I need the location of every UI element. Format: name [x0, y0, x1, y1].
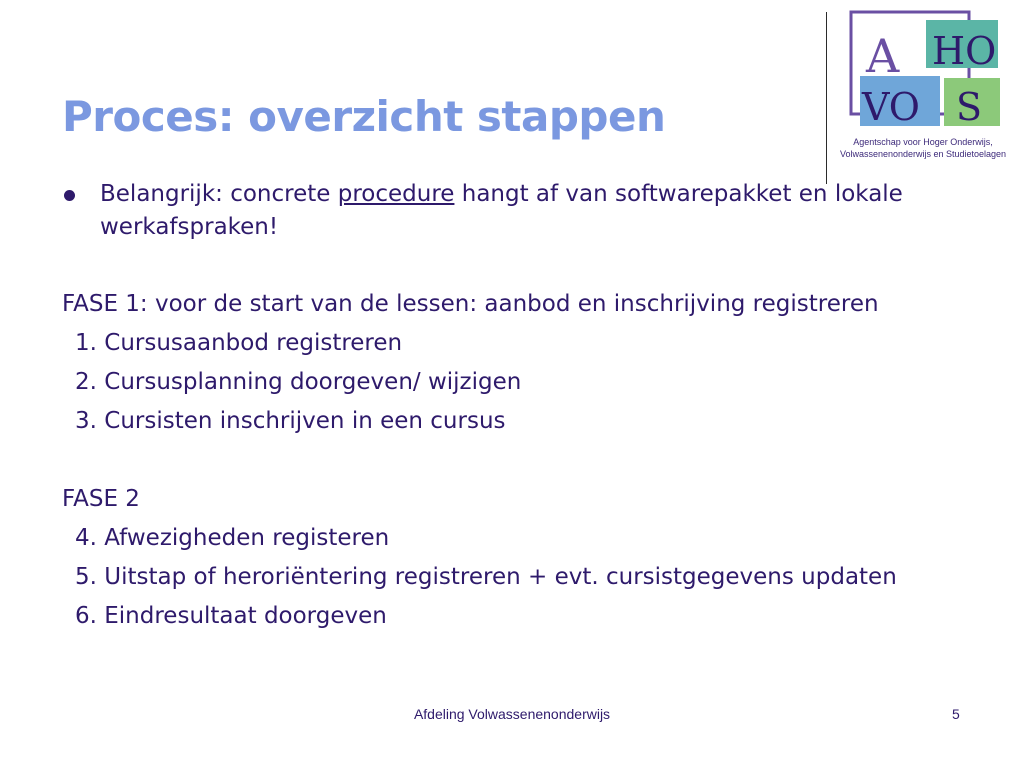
phase1-step-1: 1. Cursusaanbod registreren	[75, 330, 403, 356]
footer-department: Afdeling Volwassenenonderwijs	[413, 706, 611, 722]
phase1-heading: FASE 1: voor de start van de lessen: aanbod en inschrijving registreren	[62, 291, 879, 317]
footer-page-number: 5	[952, 706, 960, 722]
slide-body	[62, 178, 962, 636]
phase2-heading: FASE 2	[62, 486, 140, 512]
bullet-item	[62, 178, 962, 244]
logo-letter-s: S	[956, 85, 983, 129]
spacer	[62, 244, 962, 285]
bullet-text-after: hangt af van softwarepakket en lokale	[454, 181, 903, 207]
slide-title: Proces: overzicht stappen	[62, 92, 666, 141]
bullet-dot-icon	[64, 190, 75, 201]
phase2-step-6: 6. Eindresultaat doorgeven	[75, 603, 387, 629]
header-divider	[826, 12, 827, 184]
bullet-text-before: Belangrijk: concrete	[100, 181, 338, 207]
logo-letter-a: A	[866, 29, 900, 83]
logo-subtitle	[838, 136, 1008, 160]
spacer	[62, 441, 962, 480]
phase2-step-4: 4. Afwezigheden registeren	[75, 525, 390, 551]
phase1-step-2: 2. Cursusplanning doorgeven/ wijzigen	[75, 369, 522, 395]
logo-letter-vo: VO	[862, 85, 920, 129]
logo-subtitle-line1: Agentschap voor Hoger Onderwijs,	[853, 137, 993, 147]
logo-letter-ho: HO	[932, 29, 997, 73]
phase1-step-3: 3. Cursisten inschrijven in een cursus	[75, 408, 506, 434]
phase2-step-5: 5. Uitstap of heroriëntering registreren + evt. cursistgegevens updaten	[75, 564, 897, 590]
bullet-text-line2: werkafspraken!	[100, 214, 279, 240]
logo-subtitle-line2: Volwassenenonderwijs en Studietoelagen	[839, 149, 1007, 159]
bullet-underlined-word: procedure	[337, 181, 455, 207]
